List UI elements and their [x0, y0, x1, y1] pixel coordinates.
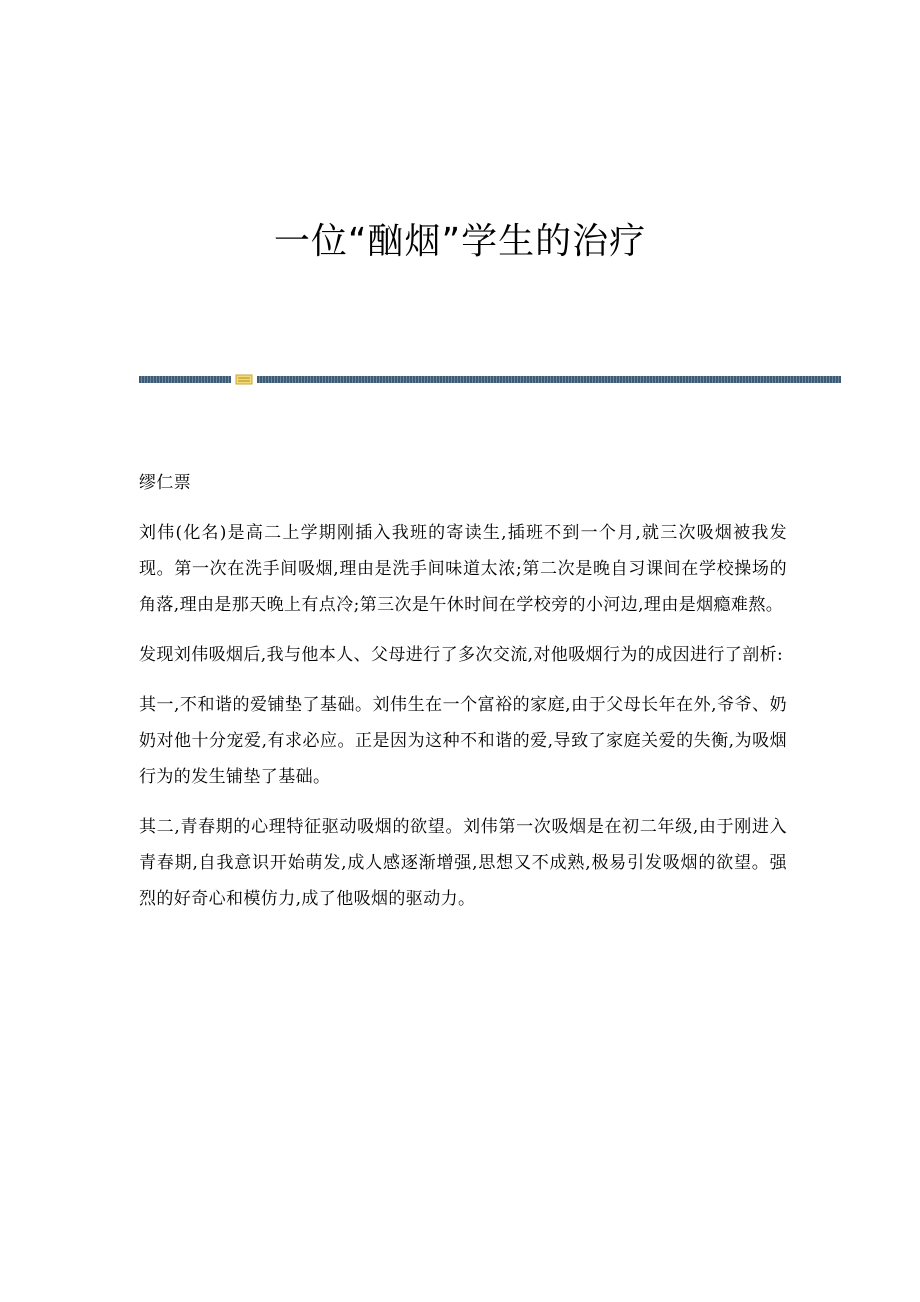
document-title: 一位“酗烟”学生的治疗 [273, 221, 647, 262]
paragraph: 其二,青春期的心理特征驱动吸烟的欲望。刘伟第一次吸烟是在初二年级,由于刚进入青春期,自我意识开始萌发,成人感逐渐增强,思想又不成熟,极易引发吸烟的欲望。强烈的好奇心和模仿力,成了他吸烟的驱动力。 [139, 817, 787, 909]
divider-ornament-icon [235, 374, 253, 385]
author-name: 缪仁票 [139, 473, 192, 493]
title-divider [139, 374, 841, 386]
paragraph: 发现刘伟吸烟后,我与他本人、父母进行了多次交流,对他吸烟行为的成因进行了剖析: [139, 645, 784, 665]
divider-bar-left [139, 376, 231, 383]
paragraph: 刘伟(化名)是高二上学期刚插入我班的寄读生,插班不到一个月,就三次吸烟被我发现。第一次在洗手间吸烟,理由是洗手间味道太浓;第二次是晚自习课间在学校操场的角落,理由是那天晚上有点冷;第三次是午休时间在学校旁的小河边,理由是烟瘾难熬。 [139, 523, 787, 615]
paragraph: 其一,不和谐的爱铺垫了基础。刘伟生在一个富裕的家庭,由于父母长年在外,爷爷、奶奶对他十分宠爱,有求必应。正是因为这种不和谐的爱,导致了家庭关爱的失衡,为吸烟行为的发生铺垫了基础。 [139, 695, 787, 787]
divider-bar-right [257, 376, 841, 383]
document-body [139, 465, 787, 931]
